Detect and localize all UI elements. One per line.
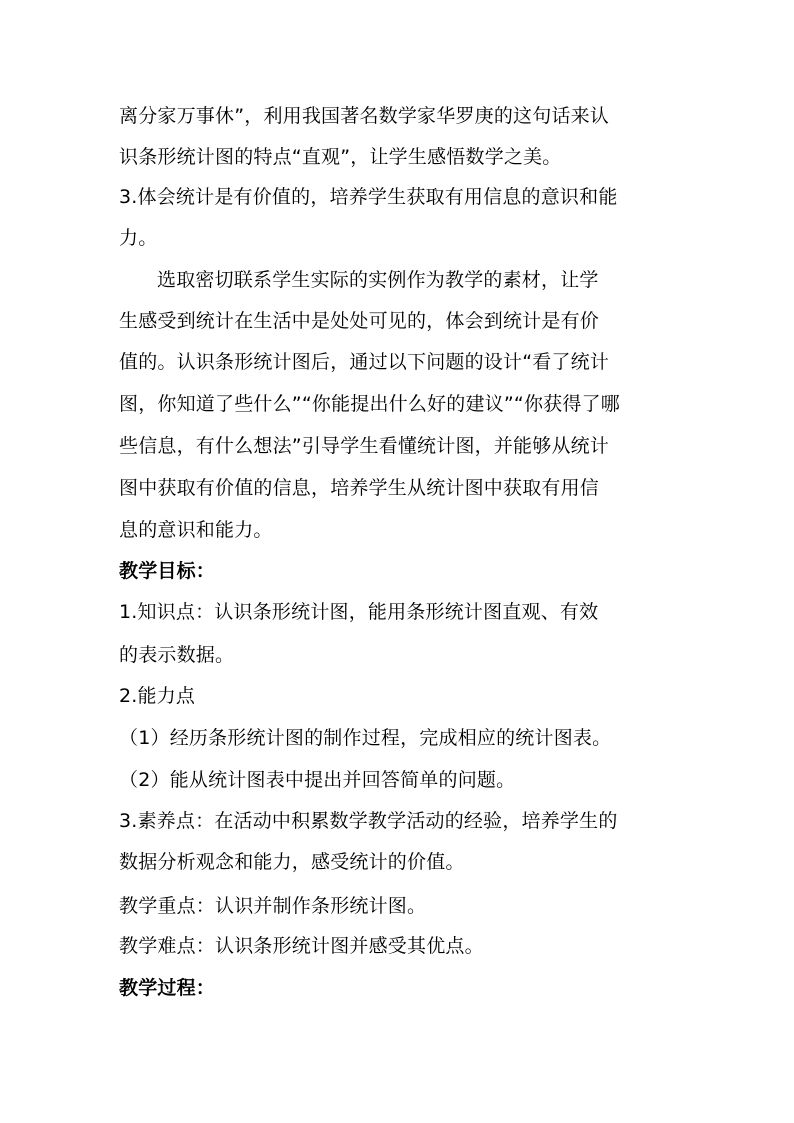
text-line-13: 1.知识点：认识条形统计图，能用条形统计图直观、有效: [119, 601, 599, 623]
text-line-15: 2.能力点: [119, 685, 196, 707]
text-line-2: 识条形统计图的特点“直观”，让学生感悟数学之美。: [119, 146, 562, 168]
text-line-1: 离分家万事休”，利用我国著名数学家华罗庚的这句话来认: [119, 105, 610, 127]
text-line-10: 图中获取有价值的信息，培养学生从统计图中获取有用信: [119, 477, 600, 499]
section-heading-objectives: 教学目标：: [119, 560, 216, 582]
text-line-14: 的表示数据。: [119, 644, 235, 666]
text-line-7: 值的。认识条形统计图后，通过以下问题的设计“看了统计: [119, 351, 610, 373]
text-line-17: （2）能从统计图表中提出并回答简单的问题。: [119, 769, 516, 791]
teaching-key-point: 教学重点：认识并制作条形统计图。: [119, 895, 427, 917]
text-line-19: 数据分析观念和能力，感受统计的价值。: [119, 851, 465, 873]
text-line-16: （1）经历条形统计图的制作过程，完成相应的统计图表。: [119, 727, 612, 749]
text-line-6: 生感受到统计在生活中是处处可见的，体会到统计是有价: [119, 310, 600, 332]
text-line-9: 些信息，有什么想法”引导学生看懂统计图，并能够从统计: [119, 435, 610, 457]
text-line-18: 3.素养点：在活动中积累数学教学活动的经验，培养学生的: [119, 810, 618, 832]
text-line-11: 息的意识和能力。: [119, 519, 273, 541]
text-line-8: 图，你知道了些什么”“你能提出什么好的建议”“你获得了哪: [119, 393, 620, 415]
teaching-difficulty: 教学难点：认识条形统计图并感受其优点。: [119, 935, 484, 957]
paragraph-first-line: 选取密切联系学生实际的实例作为教学的素材，让学: [157, 269, 599, 291]
section-heading-process: 教学过程：: [119, 977, 216, 999]
text-line-4: 力。: [119, 227, 158, 249]
text-line-3: 3.体会统计是有价值的，培养学生获取有用信息的意识和能: [119, 186, 618, 208]
